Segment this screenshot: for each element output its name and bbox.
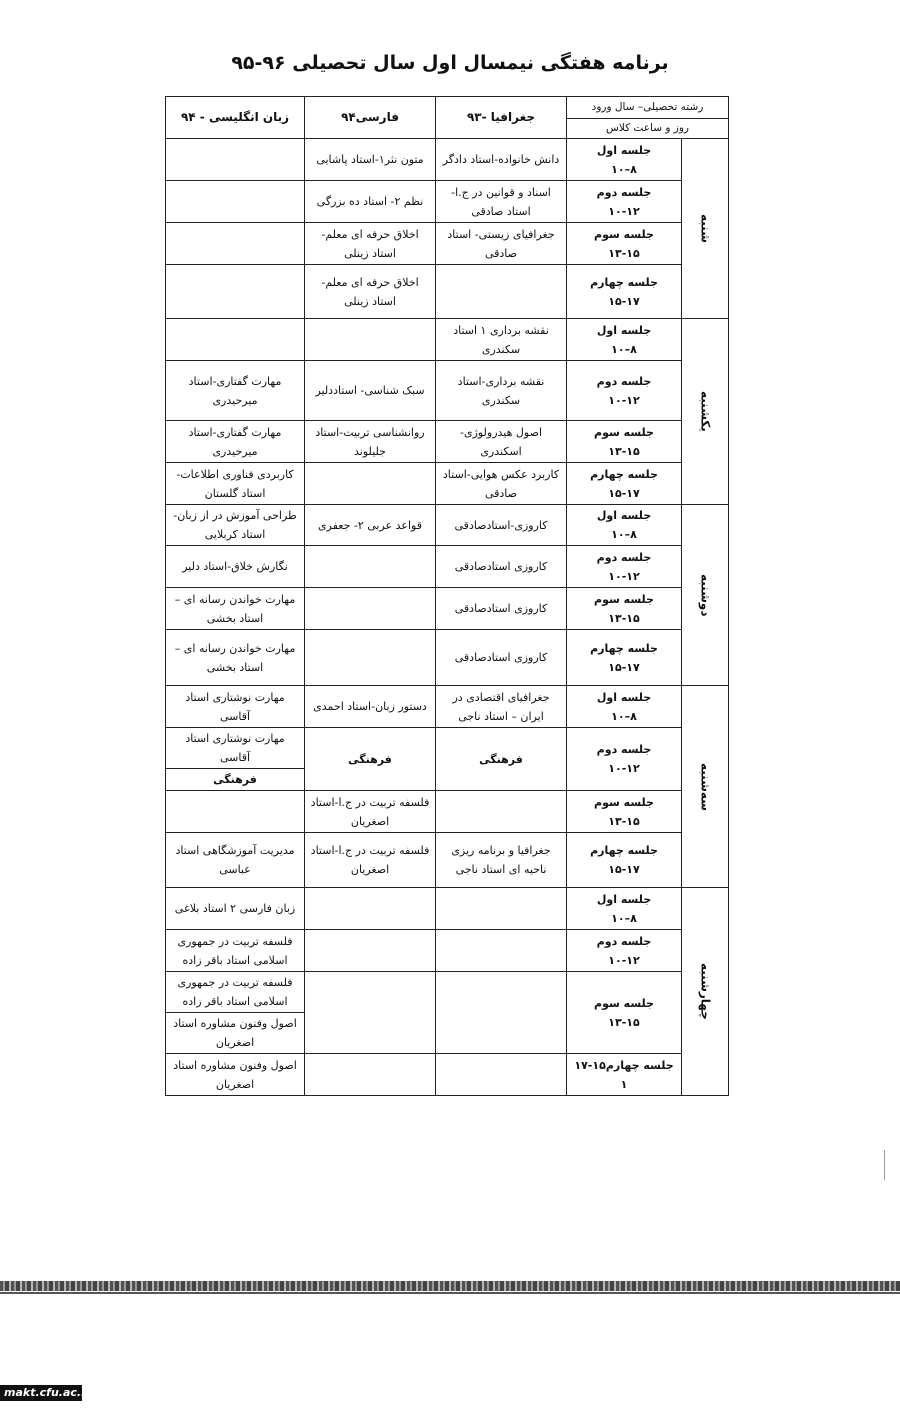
empty-cell — [305, 463, 436, 505]
session-time: ۸–۱۰ — [611, 528, 637, 541]
course-cell-top: فلسفه تربیت در جمهوری اسلامی استاد باقر زاده — [166, 972, 304, 1013]
course-cell: قواعد عربی ۲- جعفری — [305, 505, 436, 546]
session-time: ۱۳-۱۵ — [608, 814, 640, 828]
session-cell — [567, 319, 682, 361]
table-row — [166, 361, 729, 421]
session-cell — [567, 833, 682, 888]
course-cell: فلسفه تربیت در جمهوری اسلامی استاد باقر زاده — [166, 930, 305, 972]
session-time: ۸–۱۰ — [611, 709, 637, 723]
empty-cell — [436, 888, 567, 930]
session-time: ۸–۱۰ — [611, 911, 637, 925]
session-time: ۱۰-۱۲ — [608, 953, 640, 967]
course-cell: طراحی آموزش در از زبان- استاد کربلایی — [166, 505, 305, 546]
header-corner-bottom: روز و ساعت کلاس — [567, 119, 729, 139]
course-cell: کاربردی فناوری اطلاعات-استاد گلستان — [166, 463, 305, 505]
session-cell — [567, 361, 682, 421]
course-cell: جغرافیا و برنامه ریزی ناحیه ای استاد ناجی — [436, 833, 567, 888]
course-cell: مدیریت آموزشگاهی استاد عباسی — [166, 833, 305, 888]
session-time: ۱۳-۱۵ — [608, 444, 640, 458]
course-cell: جغرافیای اقتصادی در ایران – استاد ناجی — [436, 686, 567, 728]
session-name: جلسه سوم — [594, 592, 654, 606]
session-time: ۸–۱۰ — [611, 342, 637, 356]
empty-cell — [305, 888, 436, 930]
table-row — [166, 421, 729, 463]
header-corner-top: رشته تحصیلی– سال ورود — [567, 97, 729, 119]
session-time: ۱۰-۱۲ — [608, 569, 640, 583]
session-time: ۱۵-۱۷ — [608, 863, 640, 876]
session-cell — [567, 463, 682, 505]
course-cell: اسناد و قوانین در ج.ا-استاد صادقی — [436, 181, 567, 223]
empty-cell — [166, 319, 305, 361]
course-cell: زبان فارسی ۲ استاد بلاغی — [166, 888, 305, 930]
session-cell — [567, 728, 682, 791]
session-cell — [567, 546, 682, 588]
table-row — [166, 630, 729, 686]
course-cell: نگارش خلاق-استاد دلیر — [166, 546, 305, 588]
session-name: جلسه اول — [596, 509, 652, 522]
course-cell: مهارت خواندن رسانه ای – استاد بخشی — [166, 630, 305, 686]
table-row — [166, 181, 729, 223]
weekly-schedule-table — [165, 96, 729, 1096]
scan-edge-mark — [884, 1150, 885, 1180]
table-row — [166, 972, 729, 1054]
session-name: جلسه دوم — [596, 374, 652, 388]
session-name: جلسه دوم — [596, 743, 652, 756]
session-cell — [567, 630, 682, 686]
table-row — [166, 546, 729, 588]
day-label-wednesday: چهارشنبه — [682, 888, 729, 1096]
course-cell: روانشناسی تربیت-استاد جلیلوند — [305, 421, 436, 463]
table-row — [166, 223, 729, 265]
session-time: ۱۵-۱۷ — [608, 486, 640, 500]
table-row — [166, 588, 729, 630]
session-name: جلسه دوم — [596, 185, 652, 199]
course-cell-top: مهارت نوشتاری استاد آقاسی — [166, 728, 304, 769]
session-cell — [567, 791, 682, 833]
empty-cell — [166, 265, 305, 319]
session-name: جلسه اول — [596, 143, 652, 157]
session-name: جلسه سوم — [594, 795, 654, 809]
session-cell — [567, 181, 682, 223]
course-cell: نقشه برداری-استاد سکندری — [436, 361, 567, 421]
session-cell — [567, 888, 682, 930]
split-cell — [166, 728, 305, 791]
empty-cell — [436, 930, 567, 972]
session-cell — [567, 421, 682, 463]
day-label-saturday: شنبه — [682, 139, 729, 319]
course-cell: کاربرد عکس هوایی-استاد صادقی — [436, 463, 567, 505]
table-row — [166, 833, 729, 888]
session-name: جلسه چهارم — [590, 641, 658, 655]
table-row — [166, 505, 729, 546]
course-cell: مهارت گفتاری-استاد میرحیدری — [166, 361, 305, 421]
session-cell — [567, 930, 682, 972]
course-cell: اصول وفنون مشاوره استاد اصغریان — [166, 1054, 305, 1096]
table-row — [166, 463, 729, 505]
table-row — [166, 888, 729, 930]
table-row — [166, 265, 729, 319]
course-cell: نظم ۲- استاد ده بزرگی — [305, 181, 436, 223]
session-time: ۱ — [620, 1077, 628, 1091]
session-cell — [567, 139, 682, 181]
course-cell: جغرافیای زیستی- استاد صادقی — [436, 223, 567, 265]
session-name: جلسه چهارم۱۵-۱۷ — [574, 1058, 674, 1072]
empty-cell — [166, 139, 305, 181]
day-label-monday: دوشنبه — [682, 505, 729, 686]
empty-cell — [305, 1054, 436, 1096]
course-cell: کاروزی استادصادقی — [436, 630, 567, 686]
empty-cell — [305, 319, 436, 361]
empty-cell — [436, 265, 567, 319]
course-cell: اصول هیدرولوژی-اسکندری — [436, 421, 567, 463]
session-time: ۱۳-۱۵ — [608, 246, 640, 260]
course-cell: نقشه برداری ۱ استاد سکندری — [436, 319, 567, 361]
footer-url: makt.cfu.ac.ir — [4, 1386, 91, 1399]
course-cell: کاروزی-استادصادقی — [436, 505, 567, 546]
empty-cell — [305, 630, 436, 686]
session-cell — [567, 265, 682, 319]
session-name: جلسه چهارم — [590, 275, 658, 289]
session-name: جلسه سوم — [594, 996, 654, 1010]
page-title: برنامه هفتگی نیمسال اول سال تحصیلی ۹۶-۹۵ — [231, 52, 669, 74]
table-row — [166, 1054, 729, 1096]
course-cell-bottom: اصول وفنون مشاوره استاد اصغریان — [173, 1017, 297, 1049]
session-name: جلسه اول — [596, 690, 652, 704]
course-cell: مهارت گفتاری-استاد میرحیدری — [166, 421, 305, 463]
header-english: زبان انگلیسی - ۹۴ — [166, 97, 305, 139]
course-cell: کاروزی استادصادقی — [436, 588, 567, 630]
empty-cell — [305, 546, 436, 588]
session-cell — [567, 1054, 682, 1096]
table-row — [166, 139, 729, 181]
course-cell: مهارت خواندن رسانه ای – استاد بخشی — [166, 588, 305, 630]
course-cell: اخلاق حرفه ای معلم-استاد زینلی — [305, 223, 436, 265]
session-time: ۱۰-۱۲ — [608, 204, 640, 218]
session-name: جلسه چهارم — [590, 844, 658, 857]
session-time: ۱۵-۱۷ — [608, 294, 640, 308]
course-cell: کاروزی استادصادقی — [436, 546, 567, 588]
session-time: ۱۳-۱۵ — [608, 1015, 640, 1029]
empty-cell — [305, 588, 436, 630]
table-row — [166, 686, 729, 728]
empty-cell — [166, 181, 305, 223]
table-row — [166, 728, 729, 791]
empty-cell — [305, 930, 436, 972]
course-cell: سبک شناسی- استاددلیر — [305, 361, 436, 421]
session-time: ۱۳-۱۵ — [608, 611, 640, 625]
session-name: جلسه سوم — [594, 425, 654, 439]
session-time: ۱۵-۱۷ — [608, 660, 640, 674]
day-label-tuesday: سه‌شنبه — [682, 686, 729, 888]
empty-cell — [305, 972, 436, 1054]
empty-cell — [436, 1054, 567, 1096]
table-row — [166, 791, 729, 833]
session-name: جلسه دوم — [596, 934, 652, 948]
table-row — [166, 930, 729, 972]
course-cell: متون نثر۱-استاد پاشایی — [305, 139, 436, 181]
session-name: جلسه چهارم — [590, 467, 658, 481]
session-name: جلسه اول — [596, 892, 652, 906]
course-cell: فرهنگی — [436, 728, 567, 791]
session-cell — [567, 686, 682, 728]
split-cell — [166, 972, 305, 1054]
day-label-sunday: یکشنبه — [682, 319, 729, 505]
empty-cell — [436, 791, 567, 833]
course-cell-bottom: فرهنگی — [213, 773, 257, 786]
course-cell: مهارت نوشتاری استاد آقاسی — [166, 686, 305, 728]
session-cell — [567, 223, 682, 265]
course-cell: دانش خانواده-استاد دادگر — [436, 139, 567, 181]
session-name: جلسه سوم — [594, 227, 654, 241]
session-time: ۱۰-۱۲ — [608, 393, 640, 407]
session-cell — [567, 505, 682, 546]
session-cell — [567, 588, 682, 630]
session-cell — [567, 972, 682, 1054]
table-row — [166, 319, 729, 361]
session-time: ۸–۱۰ — [611, 162, 637, 176]
scan-artifact-line — [0, 1292, 900, 1294]
empty-cell — [166, 223, 305, 265]
course-cell: اخلاق حرفه ای معلم-استاد زینلی — [305, 265, 436, 319]
course-cell: فلسفه تربیت در ج.ا-استاد اصغریان — [305, 791, 436, 833]
course-cell: دستور زبان-استاد احمدی — [305, 686, 436, 728]
empty-cell — [436, 972, 567, 1054]
empty-cell — [166, 791, 305, 833]
course-cell: فلسفه تربیت در ج.ا-استاد اصغریان — [305, 833, 436, 888]
course-cell: فرهنگی — [305, 728, 436, 791]
scan-artifact-band — [0, 1281, 900, 1291]
session-time: ۱۰-۱۲ — [608, 762, 640, 775]
header-persian: فارسی۹۴ — [305, 97, 436, 139]
session-name: جلسه اول — [596, 323, 652, 337]
session-name: جلسه دوم — [596, 550, 652, 564]
header-geography: جغرافیا -۹۳ — [436, 97, 567, 139]
